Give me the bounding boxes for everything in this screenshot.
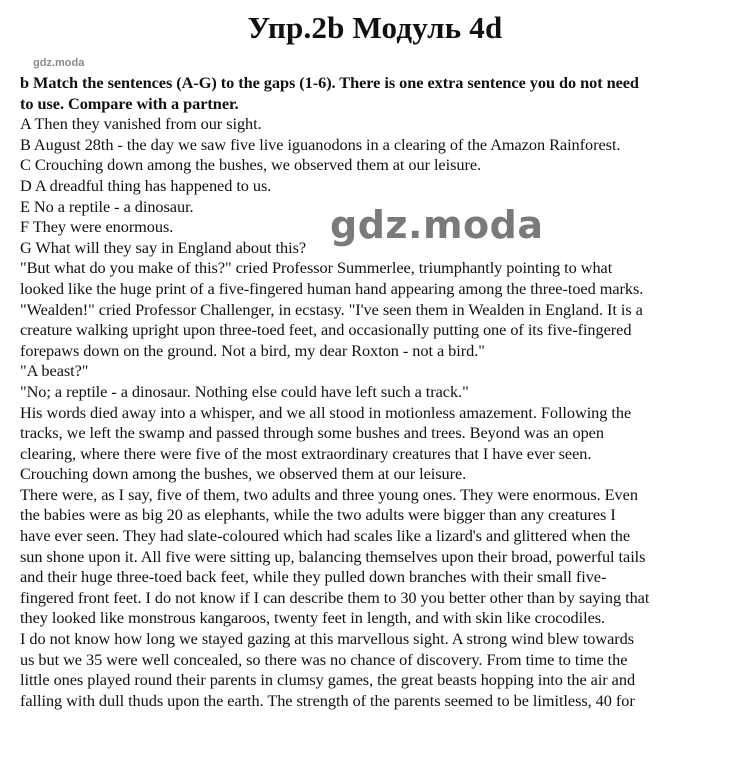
text-line: they looked like monstrous kangaroos, twenty feet in length, and with skin like crocodiles. xyxy=(20,608,606,628)
text-line: have ever seen. They had slate-coloured which had scales like a lizard's and glittered when the xyxy=(20,526,630,546)
watermark-small: gdz.moda xyxy=(33,57,85,69)
task-instruction-line-2: to use. Compare with a partner. xyxy=(20,93,239,113)
option-c: C Crouching down among the bushes, we observed them at our leisure. xyxy=(20,155,482,175)
text-line: fingered front feet. I do not know if I can describe them to 30 you better other than by saying that xyxy=(20,587,650,607)
text-line: There were, as I say, five of them, two adults and three young ones. They were enormous. Even xyxy=(20,484,638,504)
text-line: forepaws down on the ground. Not a bird, my dear Roxton - not a bird." xyxy=(20,340,485,360)
text-line: "A beast?" xyxy=(20,361,89,381)
text-line: "But what do you make of this?" cried Professor Summerlee, triumphantly pointing to what xyxy=(20,258,613,278)
text-line: and their huge three-toed back feet, while they pulled down branches with their small five- xyxy=(20,567,607,587)
text-line: His words died away into a whisper, and we all stood in motionless amazement. Following the xyxy=(20,402,632,422)
text-line: "Wealden!" cried Professor Challenger, in ecstasy. "I've seen them in Wealden in England. It is a xyxy=(20,299,643,319)
option-d: D A dreadful thing has happened to us. xyxy=(20,175,272,195)
text-line: creature walking upright upon three-toed feet, and occasionally putting one of its five-fingered xyxy=(20,320,632,340)
text-line: "No; a reptile - a dinosaur. Nothing else could have left such a track." xyxy=(20,381,469,401)
text-line: little ones played round their parents in clumsy games, the great beasts hopping into the air and xyxy=(20,670,636,690)
text-line: I do not know how long we stayed gazing at this marvellous sight. A strong wind blew towards xyxy=(20,629,635,649)
option-f: F They were enormous. xyxy=(20,217,174,237)
watermark-large: gdz.moda xyxy=(330,203,544,247)
text-line: the babies were as big 20 as elephants, while the two adults were bigger than any creatures I xyxy=(20,505,616,525)
option-b: B August 28th - the day we saw five live iguanodons in a clearing of the Amazon Rainforest. xyxy=(20,134,621,154)
text-line: looked like the huge print of a five-fingered human hand appearing among the three-toed marks. xyxy=(20,278,644,298)
text-line: tracks, we left the swamp and passed through some bushes and trees. Beyond was an open xyxy=(20,423,604,443)
page-title: Упр.2b Модуль 4d xyxy=(247,10,503,45)
option-g: G What will they say in England about this? xyxy=(20,237,307,257)
option-a: A Then they vanished from our sight. xyxy=(20,114,262,134)
text-line: sun shone upon it. All five were sitting up, balancing themselves upon their broad, powerful tails xyxy=(20,546,646,566)
text-line: Crouching down among the bushes, we observed them at our leisure. xyxy=(20,464,467,484)
text-body xyxy=(20,73,720,711)
task-instruction-line-1: b Match the sentences (A-G) to the gaps (1-6). There is one extra sentence you do not need xyxy=(20,73,639,92)
option-e: E No a reptile - a dinosaur. xyxy=(20,196,194,216)
text-line: falling with dull thuds upon the earth. The strength of the parents seemed to be limitless, 40 for xyxy=(20,690,635,710)
text-line: us but we 35 were well concealed, so there was no chance of discovery. From time to time the xyxy=(20,649,628,669)
text-line: clearing, where there were five of the most extraordinary creatures that I have ever seen. xyxy=(20,443,592,463)
